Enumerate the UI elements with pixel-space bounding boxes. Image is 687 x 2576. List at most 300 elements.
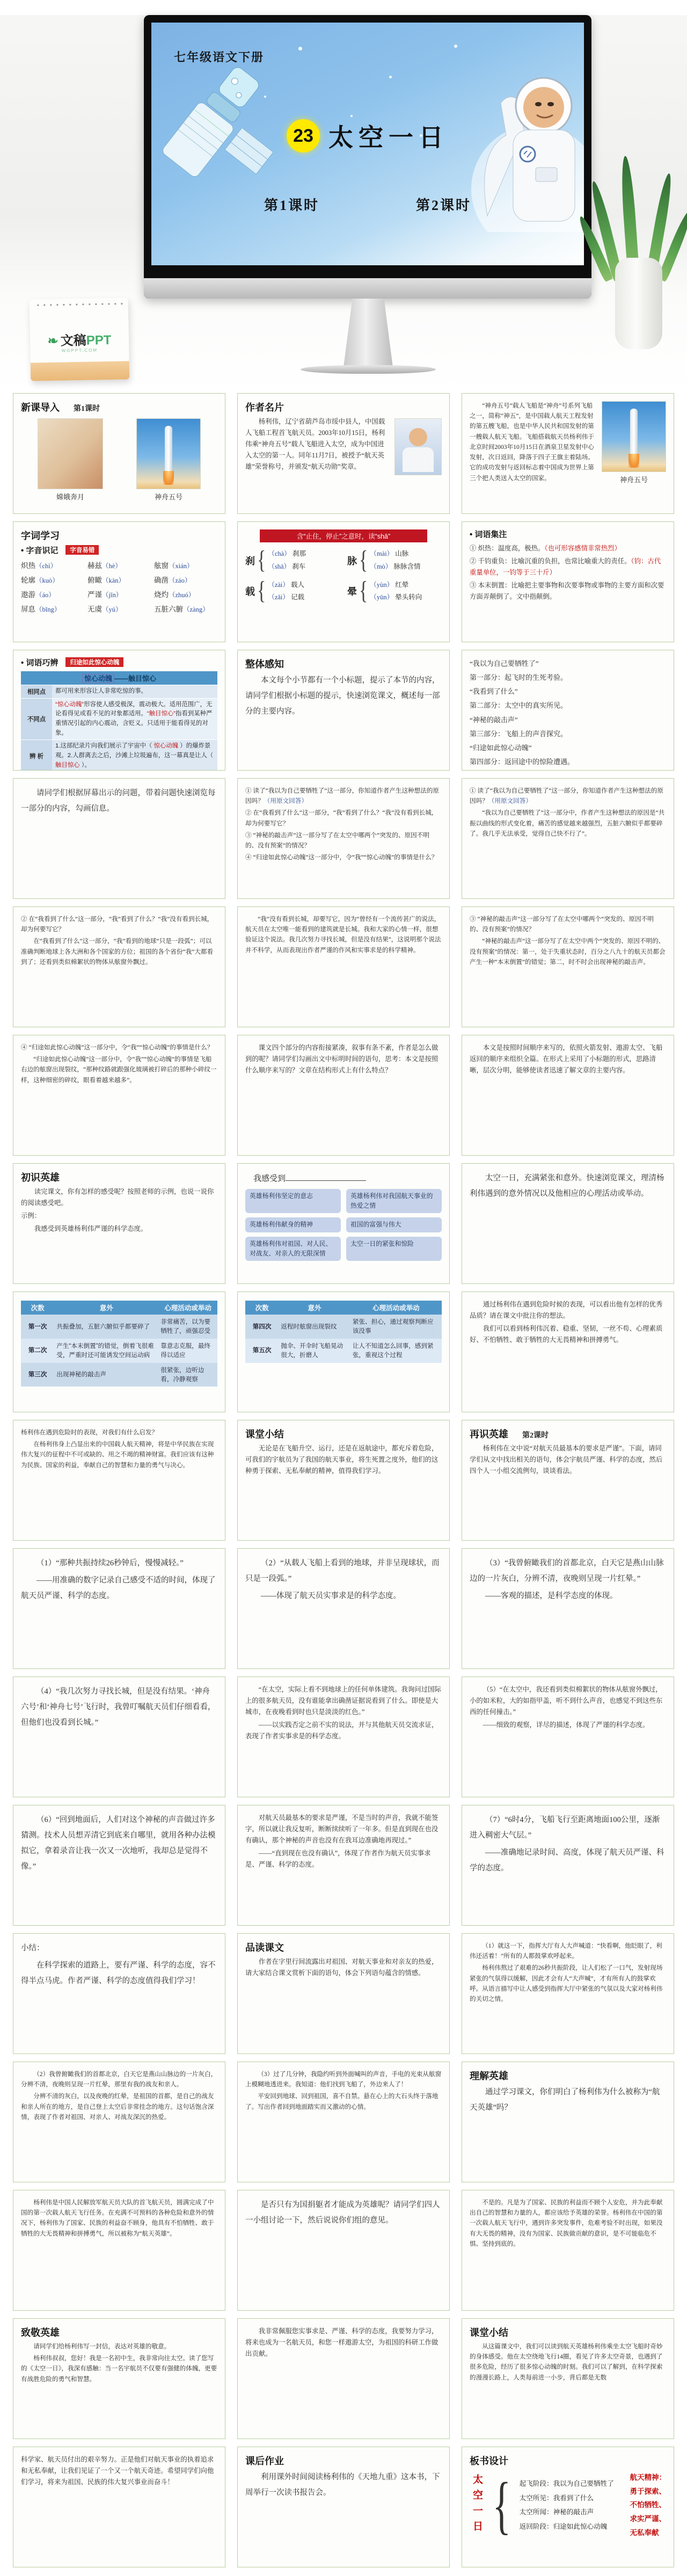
text-run: （用原文回答） (264, 797, 308, 805)
word: 赫兹 (87, 562, 102, 570)
board-spirit-line: 不怕牺牲、 (630, 2501, 666, 2509)
table-header-cell: 次数 (245, 1301, 279, 1315)
slide-card[interactable] (13, 1548, 225, 1669)
word: 山脉 (393, 550, 409, 557)
polyphone-option (370, 591, 422, 604)
slide-card[interactable] (462, 650, 674, 771)
text-run: ③ 本末倒置：比喻把主要事物和次要事物或事物的主要方面和次要方面弄颠倒了。文中指颠倒。 (470, 582, 664, 601)
word: 刹那 (290, 550, 306, 557)
slide-card[interactable] (13, 650, 225, 771)
monitor-stand (344, 299, 393, 367)
table-header-cell: 心理活动或举动 (350, 1301, 442, 1315)
table-row (21, 1339, 217, 1363)
board-design-diagram (470, 2471, 666, 2539)
text-line: 示例： (21, 1212, 41, 1220)
pinyin: （mò） (370, 562, 392, 570)
pinyin: （hè） (102, 562, 122, 570)
pinyin-row (21, 603, 217, 614)
text-run: ）的爆炸景观。2.人群离去之后，沙滩上垃圾遍布，这一幕真是让人（ (55, 743, 214, 759)
board-subject: 太空一日 (471, 2474, 483, 2537)
slide-card[interactable] (462, 521, 674, 642)
term-rest: ——触目惊心 (114, 674, 157, 683)
text-line: 请同学们根据屏幕出示的问题，带着问题快速浏览每一部分的内容，勾画信息。 (21, 789, 216, 813)
word: 晕头转向 (393, 593, 422, 601)
pinyin: （zàng） (183, 606, 209, 613)
text-line: ——体现了航天员实事求是的科学态度。 (261, 1592, 401, 1600)
text-line: 第四部分：返回途中的惊险遭遇。 (470, 757, 575, 766)
slide-card[interactable] (13, 1677, 225, 1797)
comparison-label: 辨 析 (21, 739, 52, 771)
text-line: ② 在“我看到了什么”这一部分，“我”看到了什么？“我”没有看到长城，却为何要写它？ (245, 809, 438, 827)
slide-card[interactable] (462, 2190, 674, 2311)
slide-card[interactable] (462, 1163, 674, 1284)
title-slide (151, 23, 584, 265)
comparison-row (21, 685, 217, 698)
polyphone-group (347, 579, 442, 605)
board-item: 太空所闻：神秘的敲击声 (519, 2508, 594, 2516)
word: 红晕 (393, 580, 409, 589)
slide-card[interactable] (462, 393, 674, 514)
slide-card[interactable] (13, 1163, 225, 1284)
text-line: 请同学们给杨利伟写一封信，表达对英雄的敬意。 (33, 2343, 171, 2350)
slide-card[interactable] (237, 393, 450, 514)
blank-line (286, 1173, 366, 1181)
text-line: “神秘的敲击声” (470, 715, 518, 724)
text-run: 都可用来形容让人非常吃惊的事。 (55, 688, 147, 694)
pinyin: （jǐn） (102, 591, 123, 599)
text-line: （2）“从载人飞船上看到的地球，并非呈现球状，而只是一段弧。” (245, 1559, 440, 1583)
slide-card[interactable] (237, 906, 450, 1027)
text-line: 科学家、航天员付出的艰辛努力。正是他们对航天事业的执着追求和无私奉献，让我们见证了一个又一个航天奇迹。希望同学们向他们学习，将来为祖国、民族的伟大复兴事业而奋斗！ (21, 2456, 214, 2486)
text-line: 对航天员最基本的要求是严谨，不是当时的声音，我就不能签字，所以就让我反复听，断断续续听了一年多。但是直到现在也没有确认，那个神秘的声音也没有在我耳边准确地再现过。” (245, 1814, 438, 1845)
painting-image (38, 418, 103, 502)
text-line: ——用准确的数字记录自己感受不适的时间，体现了航天员严谨、科学的态度。 (21, 1576, 216, 1600)
text-line: 杨利伟在遇到危险时的表现，对我们有什么启发？ (21, 1429, 158, 1436)
text-line: 第一部分：起飞时的生死考验。 (470, 673, 568, 682)
card-title-text: 课堂小结 (470, 2327, 508, 2338)
pinyin: （zài） (268, 580, 289, 589)
polyphone-char: 脉 (347, 555, 357, 567)
slide-card[interactable] (13, 2318, 225, 2439)
card-session-tag: 第2课时 (522, 1432, 549, 1440)
slide-card[interactable] (237, 778, 450, 899)
card-title-text: 新课导入 (21, 402, 60, 413)
text-line: （3）过了几分钟，我隐约听到外面喊叫的声音，手电的光束从舷窗上模糊地透进来。我知道：他们找到飞船了，外边来人了！ (245, 2071, 442, 2088)
card-title-text: 板书设计 (470, 2456, 508, 2466)
slide-card[interactable] (13, 1933, 225, 2054)
text-line: 第二部分：太空中的真实所见。 (470, 701, 568, 710)
board-spirit (630, 2471, 667, 2539)
rocketphoto-placeholder (136, 418, 201, 489)
slide-card[interactable] (462, 778, 674, 899)
polyphone-option (370, 548, 420, 561)
card-title (21, 1170, 217, 1184)
card-title-text: 品读课文 (245, 1942, 284, 1953)
text-run: ① 读了“我以为自己要牺牲了”这一部分，你知道作者产生这种想法的原因吗？ (470, 787, 664, 805)
card-title (245, 1940, 442, 1954)
text-line: 杨利伟叔叔，您好！我是一名初中生，我非常向往太空。读了您写的《太空一日》，我深有感触：当一名宇航员不仅要有强健的体魄，更要有战胜危险的勇气和智慧。 (21, 2355, 217, 2383)
text-line: （3）“我曾俯瞰我们的首都北京，白天它是燕山山脉边的一片灰白，分辨不清，夜晚则呈现一片红晕。” (470, 1559, 664, 1583)
lesson-number-badge: 23 (287, 119, 320, 153)
slide-card[interactable] (13, 778, 225, 899)
slide-card[interactable] (13, 1035, 225, 1156)
image-row (21, 418, 217, 502)
slide-card[interactable] (462, 2318, 674, 2439)
table-cell: 很紧张，边听边看，冷静观察 (158, 1363, 217, 1387)
polyphone-grid (245, 548, 442, 604)
table-cell: 第五次 (245, 1339, 279, 1363)
comparison-value (52, 739, 217, 771)
table-cell: 第四次 (245, 1315, 279, 1339)
feeling-chip: 英雄杨利伟对祖国、对人民、对战友、对亲人的无限深情 (245, 1237, 341, 1261)
desk-calendar (30, 297, 130, 381)
slide-card[interactable] (237, 1548, 450, 1669)
text-run: ② 千钧重负：比喻沉重的负担，也常比喻重大的责任。 (470, 557, 631, 565)
leaf-icon: ❧ (47, 333, 59, 349)
polyphone-char: 刹 (245, 555, 255, 567)
table-header-row (21, 1301, 217, 1315)
text-line: ③ “神秘的敲击声”这一部分写了在太空中哪两个“突发的、原因不明的、没有预案”的情况？ (470, 916, 654, 933)
card-title (470, 1427, 666, 1441)
text-line: ——细致的观察，详尽的描述，体现了严谨的科学态度。 (483, 1721, 649, 1729)
word: 记载 (289, 593, 305, 601)
pronunciation-note-banner: 含“止住，停止”之意时，读“shā” (260, 529, 427, 542)
table-cell: 出现神秘的敲击声 (54, 1363, 158, 1387)
table-cell: 返程时舷窗出现裂纹 (279, 1315, 350, 1339)
card-title (245, 1427, 442, 1441)
polyphone-option (370, 579, 422, 592)
board-spirit-line: 航天精神： (630, 2473, 666, 2481)
pinyin-item (87, 560, 151, 570)
pinyin: （yú） (102, 606, 122, 613)
table-cell: 非常痛苦，以为要牺牲了，顽强忍受 (158, 1315, 217, 1339)
comparison-value (52, 698, 217, 740)
pinyin: （záo） (169, 577, 192, 584)
slide-card[interactable] (462, 1933, 674, 2054)
pinyin-item (87, 574, 151, 585)
image-caption: 嫦娥奔月 (56, 493, 84, 501)
card-title (470, 2454, 666, 2468)
top-white-bar (0, 0, 687, 15)
card-title-text: 字词学习 (21, 531, 60, 541)
table-cell: 第一次 (21, 1315, 54, 1339)
word: 确凿 (154, 576, 169, 584)
board-item: 起飞阶段：我以为自己要牺牲了 (519, 2480, 614, 2488)
text-run: （用原文回答） (488, 797, 532, 805)
slide-card[interactable] (237, 2190, 450, 2311)
table-row (245, 1339, 442, 1363)
calendar-rings-icon (35, 301, 123, 308)
text-line: ——客观的描述，是科学态度的体现。 (485, 1592, 618, 1600)
table-cell: 紧张、担心，通过观察判断应该没事 (350, 1315, 442, 1339)
pinyin-row (21, 574, 217, 585)
text-line: 太空一日，充满紧张和意外。快速浏览课文，理清杨利伟遇到的意外情况以及他相应的心理活动或举动。 (470, 1174, 664, 1198)
slide-card[interactable] (462, 906, 674, 1027)
text-run: 触目惊心 (55, 761, 80, 768)
slide-card[interactable] (237, 1805, 450, 1926)
pinyin: （zǎi） (268, 593, 289, 601)
text-line: 平安回到地球、回到祖国，喜不自禁。悬在心上的大石头终于落地了。写出作者回到地面踏实而又激动的心情。 (245, 2093, 438, 2110)
slide-grade-label: 七年级语文下册 (174, 50, 265, 64)
slide-card[interactable] (13, 2447, 225, 2567)
table-row (245, 1315, 442, 1339)
text-run: 1.这部纪录片向我们展示了宇宙中（ (55, 743, 154, 750)
text-line: ——准确地记录时间、高度，体现了航天员严谨、科学的态度。 (470, 1848, 664, 1873)
word: 载人 (289, 580, 305, 589)
table-header-cell: 心理活动或举动 (158, 1301, 217, 1315)
pinyin-item (87, 589, 151, 599)
polyphone-group (245, 548, 340, 574)
polyphone-group (347, 548, 442, 574)
text-line: 读完课文，你有怎样的感受呢？按照老师的示例，也说一说你的阅读感受吧。 (21, 1188, 214, 1207)
text-line: “我看到了什么” (470, 687, 518, 696)
word: 屏息 (21, 605, 35, 613)
text-line: “神秘的敲击声”这一部分写了在太空中两个“突发的、原因不明的、没有预案”的情况：第一，处于失重状态时，百分之八九十的航天员都会产生一种“本末倒置”的错觉；第二，时不时会出现神秘的敲击声。 (470, 938, 666, 966)
card-title-text: 致敬英雄 (21, 2327, 60, 2338)
table-header-cell: 次数 (21, 1301, 54, 1315)
card-title (21, 2325, 217, 2339)
image-caption: 神舟五号 (154, 493, 182, 501)
card-title-text: 理解英雄 (470, 2071, 508, 2081)
text-line: ② 在“我看到了什么”这一部分，“我”看到了什么？“我”没有看到长城，却为何要写它？ (21, 916, 214, 933)
polyphone-option (268, 561, 306, 574)
polyphone-option (268, 548, 306, 561)
text-run: （也可形容感情非常热烈） (544, 545, 621, 552)
polyphone-char: 载 (245, 586, 255, 598)
card-title-text: 课后作业 (245, 2456, 284, 2466)
slide-card[interactable] (13, 1805, 225, 1926)
text-line: 在杨利伟身上凸显出来的中国载人航天精神，将是中华民族在实现伟大复兴的征程中不可或缺的、用之不竭的精神财富。我们应该有这种为民族、国家的利益，奉献自己的智慧和力量的勇气与决心。 (21, 1441, 214, 1469)
session-2-label: 第2课时 (416, 198, 472, 213)
slide-card[interactable] (462, 1548, 674, 1669)
slide-card[interactable] (462, 1805, 674, 1926)
comparison-value (52, 685, 217, 698)
text-line: 我非常佩服您实事求是、严谨、科学的态度，我要努力学习，将来也成为一名航天员，和您一样遨游太空，为祖国的科研工作做出贡献。 (245, 2327, 438, 2358)
feeling-chips (245, 1189, 442, 1261)
board-spirit-line: 勇于探索、 (630, 2487, 666, 2495)
board-items (520, 2477, 628, 2534)
slide-card[interactable] (462, 1291, 674, 1412)
slide-card[interactable] (237, 1035, 450, 1156)
feeling-chip: 祖国的富强与伟大 (346, 1217, 442, 1232)
portrait-image (394, 418, 442, 475)
text-line: 通过学习课文，你们明白了杨利伟为什么被称为“航天英雄”吗？ (470, 2088, 660, 2112)
text-run: “触目惊心” (147, 710, 176, 717)
card-title (470, 2325, 666, 2339)
section-subhead (21, 657, 217, 668)
text-run: ）。 (79, 761, 91, 768)
pinyin-row (21, 589, 217, 599)
polyphone-options (370, 579, 422, 605)
slide-card[interactable] (13, 1291, 225, 1412)
pinyin: （chì） (35, 562, 57, 570)
table-cell: 让人不知道怎么回事，感到紧张，重视这个过程 (350, 1339, 442, 1363)
text-line: （4）“我几次努力寻找长城，但是没有结果。‘神舟六号’和‘神舟七号’飞行时，我曾叮嘱航天员们仔细看看，但他们也没看到长城。” (21, 1687, 216, 1727)
brace-icon: { (492, 2469, 511, 2541)
feeling-chip: 英雄杨利伟献身的精神 (245, 1217, 341, 1232)
text-line: 我们可以看到杨利伟沉着、稳重、坚韧，一丝不苟、心理素质好、不怕牺牲、敢于牺牲的大无畏精神和拼搏勇气。 (470, 1325, 663, 1344)
pinyin: （chà） (268, 550, 291, 557)
slide-card[interactable] (13, 1420, 225, 1541)
polyphone-options (268, 548, 306, 574)
table-cell: 第二次 (21, 1339, 54, 1363)
brace-icon: { (257, 546, 266, 574)
text-run: 形容使人感受极深，震动极大。适用范围广，无论看得见或看不见的对象都适用。 (55, 701, 213, 717)
brace-icon: { (257, 577, 266, 605)
section-subhead-text: • 词语集注 (470, 530, 507, 539)
text-line: ④ “归途如此惊心动魄”这一部分中，令“我”“惊心动魄”的事情是什么？ (245, 854, 438, 861)
calendar-base (31, 361, 130, 381)
card-title-text: 初识英雄 (21, 1172, 60, 1183)
polyphone-group (245, 579, 340, 605)
pinyin-item (21, 560, 84, 570)
fill-in-blank (245, 1172, 442, 1184)
comparison-row (21, 698, 217, 740)
text-line: ④ “归途如此惊心动魄”这一部分中，令“我”“惊心动魄”的事情是什么？ (21, 1044, 214, 1051)
text-line: 杨利伟是中国人民解放军航天员大队的首飞航天员，圆满完成了中国的第一次载人航天飞行任务。在充满不可预料的各种危险和意外的情况下，杨利伟为了国家、民族的利益奋不顾身，他具有不怕牺牲、敢于牺牲的大无畏精神和拼搏勇气，所以被称为“航天英雄”。 (21, 2199, 214, 2237)
pinyin-item (21, 603, 84, 614)
polyphone-option (268, 591, 304, 604)
card-title (470, 2069, 666, 2082)
table-header-cell: 意外 (54, 1301, 158, 1315)
session-1-label: 第1课时 (264, 198, 319, 213)
feeling-chip: 英雄杨利伟对我国航天事业的热爱之情 (346, 1189, 442, 1213)
slide-card[interactable] (462, 2062, 674, 2182)
slide-card[interactable] (237, 1933, 450, 2054)
text-line: ——以实践否定之前不实的说法，并与其他航天员交流求证，表现了作者实事求是的科学态度。 (245, 1721, 438, 1740)
slide-card[interactable] (13, 2062, 225, 2182)
pinyin: （kuò） (35, 577, 59, 584)
brace-icon: { (359, 577, 368, 605)
monitor-stand-base (301, 365, 436, 374)
feeling-chip: 太空一日的紧张和惊险 (346, 1237, 442, 1261)
text-line: 第三部分：飞船上的声音探究。 (470, 729, 568, 738)
pinyin: （xián） (169, 562, 194, 570)
pinyin: （mài） (370, 550, 394, 557)
text-line: “我以为自己要牺牲了”这一部分中，作者产生这种想法的原因是“共振以曲线的形式变化着，痛苦的感觉越来越强烈，五脏六腑似乎都要碎了。我几乎无法承受，觉得自己快不行了”。 (470, 809, 665, 837)
text-line: 我感受到英雄杨利伟严谨的科学态度。 (34, 1225, 148, 1233)
text-line: （1）就这一下，指挥大厅有人大声喊道：“快看啊，他眨眼了，利伟还活着！”所有的人都鼓掌欢呼起来。 (470, 1942, 662, 1960)
slide-card[interactable] (237, 1677, 450, 1797)
text-line (470, 543, 666, 554)
word: 遨游 (21, 591, 35, 599)
card-title-text: 再识英雄 (470, 1429, 508, 1440)
text-line: “在太空，实际上看不到地球上的任何单体建筑。我询问过国际上的很多航天员，没有谁能拿出确凿证据说看到了什么。即使是大城市，在夜晚看到时也只是淡淡的红色。” (245, 1686, 441, 1716)
slide-card[interactable] (462, 1420, 674, 1541)
card-title-text: 作者名片 (245, 402, 284, 413)
rocketphoto-image (136, 418, 201, 502)
slide-card[interactable] (13, 393, 225, 514)
text-line: 作者在字里行间流露出对祖国、对航天事业和对亲友的热爱，请大家结合课文赏析下面的语句，体会下列语句蕴含的情感。 (245, 1958, 438, 1977)
table-header-cell: 意外 (279, 1301, 350, 1315)
board-item: 太空所见：我看到了什么 (519, 2494, 594, 2502)
slide-card[interactable] (462, 1677, 674, 1797)
text-line: 本文每个小节都有一个小标题，提示了本节的内容，请同学们根据小标题的提示，快速浏览课文，概述每一部分的主要内容。 (245, 676, 440, 716)
text-run: 指看到某种严重情况引起的内心震动，含贬义。只适用于能看得见的对象。 (55, 710, 213, 736)
hero-section (0, 0, 687, 393)
pinyin-item (21, 589, 84, 599)
brace-icon: { (359, 546, 368, 574)
slide-card[interactable] (237, 1420, 450, 1541)
text-run: 惊心动魄 (154, 743, 179, 750)
polyphone-options (268, 579, 304, 605)
section-subhead-text: • 词语巧辨 (21, 658, 59, 667)
text-line: ——“直到现在也没有确认”，体现了作者作为航天员实事求是、严谨、科学的态度。 (245, 1849, 431, 1869)
fill-prefix: 我感受到 (253, 1174, 286, 1183)
text-line: 从这篇课文中，我们可以读到航天英雄杨利伟乘坐太空飞船时奇妙的身体感受。他在太空绕地飞行14圈，看见了许多太空奇景，也遇到了很多危险，经历了很多惊心动魄的时刻。我们可以了解到，在科学探索的漫漫长路上，人类每前进一小步，背后都是无数 (470, 2343, 663, 2381)
word: 五脏六腑 (154, 605, 183, 613)
text-run: ① 炽热：温度高，极热。 (470, 545, 545, 552)
pinyin-list (21, 560, 217, 614)
text-line: 杨利伟，辽宁省葫芦岛市绥中县人，中国载人飞船工程首飞航天员。2003年10月15日，杨利伟乘“神舟五号”载人飞船进入太空，成为中国进入太空的第一人。同年11月7日，被授予“航天英雄”荣誉称号，并颁发“航天功勋”奖章。 (245, 418, 385, 471)
pinyin-item (87, 603, 151, 614)
text-line: “神舟五号”载人飞船是“神舟”号系列飞船之一，简称“神五”，是中国载人航天工程发射的第五艘飞船，也是中华人民共和国发射的第一艘载人航天飞船。飞船搭载航天员杨利伟于北京时间2003年10月15日在酒泉卫星发射中心发射，次日返回，降落于四子王旗主着陆场。它的成功发射与返回标志着中国成为世界上第三个把人类送入太空的国家。 (470, 402, 594, 482)
painting-placeholder (38, 418, 103, 489)
section-subhead (470, 528, 666, 540)
pinyin: （zhuó） (169, 591, 195, 599)
slide-card[interactable] (237, 2318, 450, 2439)
brand-url: WGPPT.COM (61, 347, 98, 353)
accidents-table (21, 1301, 217, 1387)
section-subhead (21, 545, 217, 556)
slide-card[interactable] (13, 906, 225, 1027)
pinyin: （kàn） (102, 577, 126, 584)
slide-card[interactable] (237, 1163, 450, 1284)
text-line (245, 786, 442, 806)
text-line: 本文是按照时间顺序来写的，依照火箭发射、遨游太空、飞船返回的顺序来组织全篇。在形式上采用了小标题的形式，思路清晰，层次分明，能够使读者迅速了解文章的主要内容。 (470, 1044, 663, 1075)
comparison-label: 不同点 (21, 698, 52, 740)
slide-card[interactable] (237, 1291, 450, 1412)
image-caption: 神舟五号 (619, 476, 648, 484)
table-cell: 产生“本末倒置”的错觉，倒着飞很难受，严重时还可能诱发空间运动病 (54, 1339, 158, 1363)
pinyin-item (154, 560, 217, 570)
slide-card[interactable] (237, 521, 450, 642)
table-row (21, 1363, 217, 1387)
text-line: （7）“6时4分，飞船飞行至距离地面100公里，逐渐进入稠密大气层。” (470, 1816, 660, 1840)
feeling-chip: 英雄杨利伟坚定的意志 (245, 1189, 341, 1213)
text-run: ① 读了“我以为自己要牺牲了”这一部分，你知道作者产生这种想法的原因吗？ (245, 787, 440, 805)
text-line: 无论是在飞船升空、运行，还是在返航途中，都充斥着危险，可我们的宇航员为了我国的航天事业，将生死置之度外，他们的这种勇于探索、无私奉献的精神，值得我们学习。 (245, 1445, 438, 1475)
slide-card[interactable] (462, 1035, 674, 1156)
text-line (470, 580, 666, 603)
accidents-table (245, 1301, 442, 1363)
text-line: 是否只有为国捐躯者才能成为英雄呢？请同学们四人一小组讨论一下，然后说说你们组的意见。 (245, 2201, 440, 2225)
text-line: 小结： (21, 1944, 45, 1953)
pinyin-item (154, 603, 217, 614)
monitor-chin (144, 278, 591, 299)
text-line: “归途如此惊心动魄”这一部分中，令“我”“惊心动魄”的事情是飞船右边的舷窗出现裂纹，“那种纹路就跟强化玻璃被打碎后的那种小碎纹一样，这种细密的碎纹，眼看着越来越多”。 (21, 1056, 217, 1084)
text-line (470, 556, 666, 578)
card-title-text: 整体感知 (245, 659, 284, 670)
board-item: 返回阶段：归途如此惊心动魄 (519, 2522, 608, 2530)
slide-card[interactable] (13, 2190, 225, 2311)
text-line: 利用课外时间阅读杨利伟的《天地九重》这本书，下周举行一次读书报告会。 (245, 2473, 440, 2497)
slide-card[interactable] (462, 2447, 674, 2567)
pinyin-item (154, 589, 217, 599)
slide-card[interactable] (13, 521, 225, 642)
text-line: “归途如此惊心动魄” (470, 743, 532, 752)
slide-card[interactable] (237, 650, 450, 771)
slide-card[interactable] (237, 2062, 450, 2182)
word: 刹车 (290, 562, 306, 570)
highlight-tag: 归途如此惊心动魄 (65, 657, 123, 667)
text-line: 在“我看到了什么”这一部分，“我”看到的地球“只是一段弧”；可以准确判断地球上各大洲和各个国家的方位；祖国的各个省份“我”大都看到了；还看到类似棉絮状的物体从舷窗外飘过。 (21, 938, 214, 966)
text-line (470, 786, 666, 806)
slide-card[interactable] (237, 2447, 450, 2567)
text-line: 不是的。凡是为了国家、民族的利益而不顾个人安危，并为此奉献出自己的智慧和力量的人，都应该给予英雄的荣誉。杨利伟在中国的第一次载人航天飞行中，遇到许多突发事件，危难考验不时出现，如果没有大无畏的精神，没有为国家、民族做贡献的意识，是不可能临危不惧、坚持到底的。 (470, 2199, 663, 2247)
comparison-row (21, 739, 217, 771)
board-spirit-line: 求实严谨、 (630, 2514, 666, 2523)
